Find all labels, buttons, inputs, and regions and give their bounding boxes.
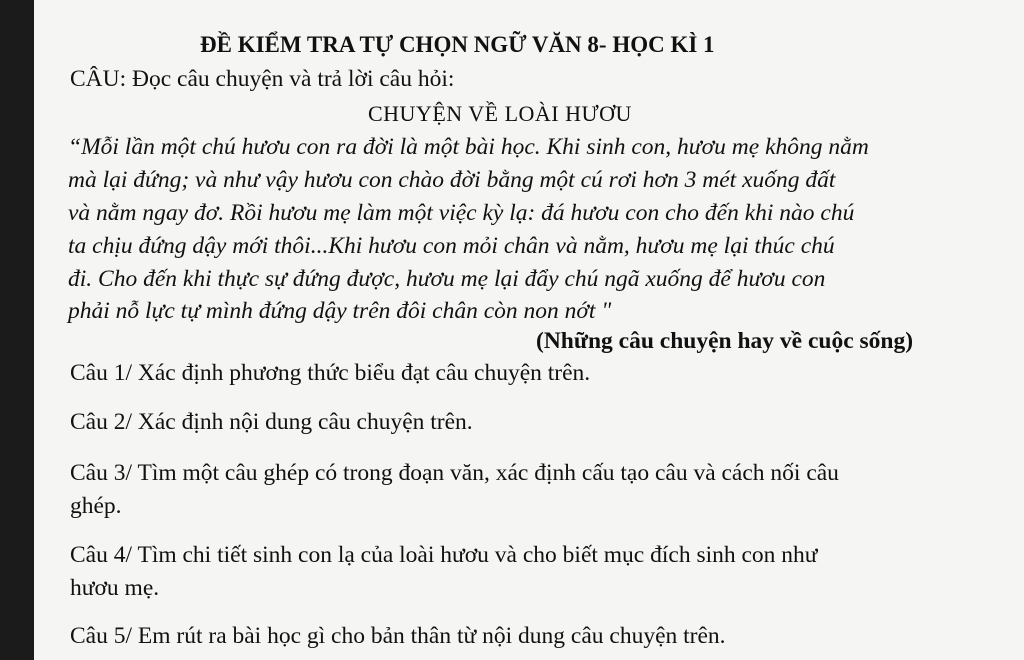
question-5: Câu 5/ Em rút ra bài học gì cho bản thân từ nội dung câu chuyện trên. <box>70 623 726 649</box>
document-page <box>34 0 1024 660</box>
question-1: Câu 1/ Xác định phương thức biểu đạt câu chuyện trên. <box>70 360 591 386</box>
instruction-text: CÂU: Đọc câu chuyện và trả lời câu hỏi: <box>70 66 455 92</box>
story-line: “Mỗi lần một chú hươu con ra đời là một bài học. Khi sinh con, hươu mẹ không nằm <box>68 134 869 160</box>
question-3: Câu 3/ Tìm một câu ghép có trong đoạn văn, xác định cấu tạo câu và cách nối câu <box>70 460 839 486</box>
document-title: ĐỀ KIỂM TRA TỰ CHỌN NGỮ VĂN 8- HỌC KÌ 1 <box>200 32 715 57</box>
story-source: (Những câu chuyện hay về cuộc sống) <box>536 328 914 354</box>
question-4-continued: hươu mẹ. <box>70 575 160 601</box>
story-line: phải nỗ lực tự mình đứng dậy trên đôi chân còn non nớt " <box>68 298 612 324</box>
question-3-continued: ghép. <box>70 493 122 519</box>
question-2: Câu 2/ Xác định nội dung câu chuyện trên. <box>70 409 473 435</box>
story-line: mà lại đứng; và như vậy hươu con chào đời bằng một cú rơi hơn 3 mét xuống đất <box>68 167 836 193</box>
question-4: Câu 4/ Tìm chi tiết sinh con lạ của loài hươu và cho biết mục đích sinh con như <box>70 542 818 568</box>
story-line: đi. Cho đến khi thực sự đứng được, hươu mẹ lại đẩy chú ngã xuống để hươu con <box>68 266 826 292</box>
story-line: ta chịu đứng dậy mới thôi...Khi hươu con mỏi chân và nằm, hươu mẹ lại thúc chú <box>68 233 835 259</box>
story-title: CHUYỆN VỀ LOÀI HƯƠU <box>368 101 632 126</box>
story-line: và nằm ngay đơ. Rồi hươu mẹ làm một việc kỳ lạ: đá hươu con cho đến khi nào chú <box>68 200 855 226</box>
